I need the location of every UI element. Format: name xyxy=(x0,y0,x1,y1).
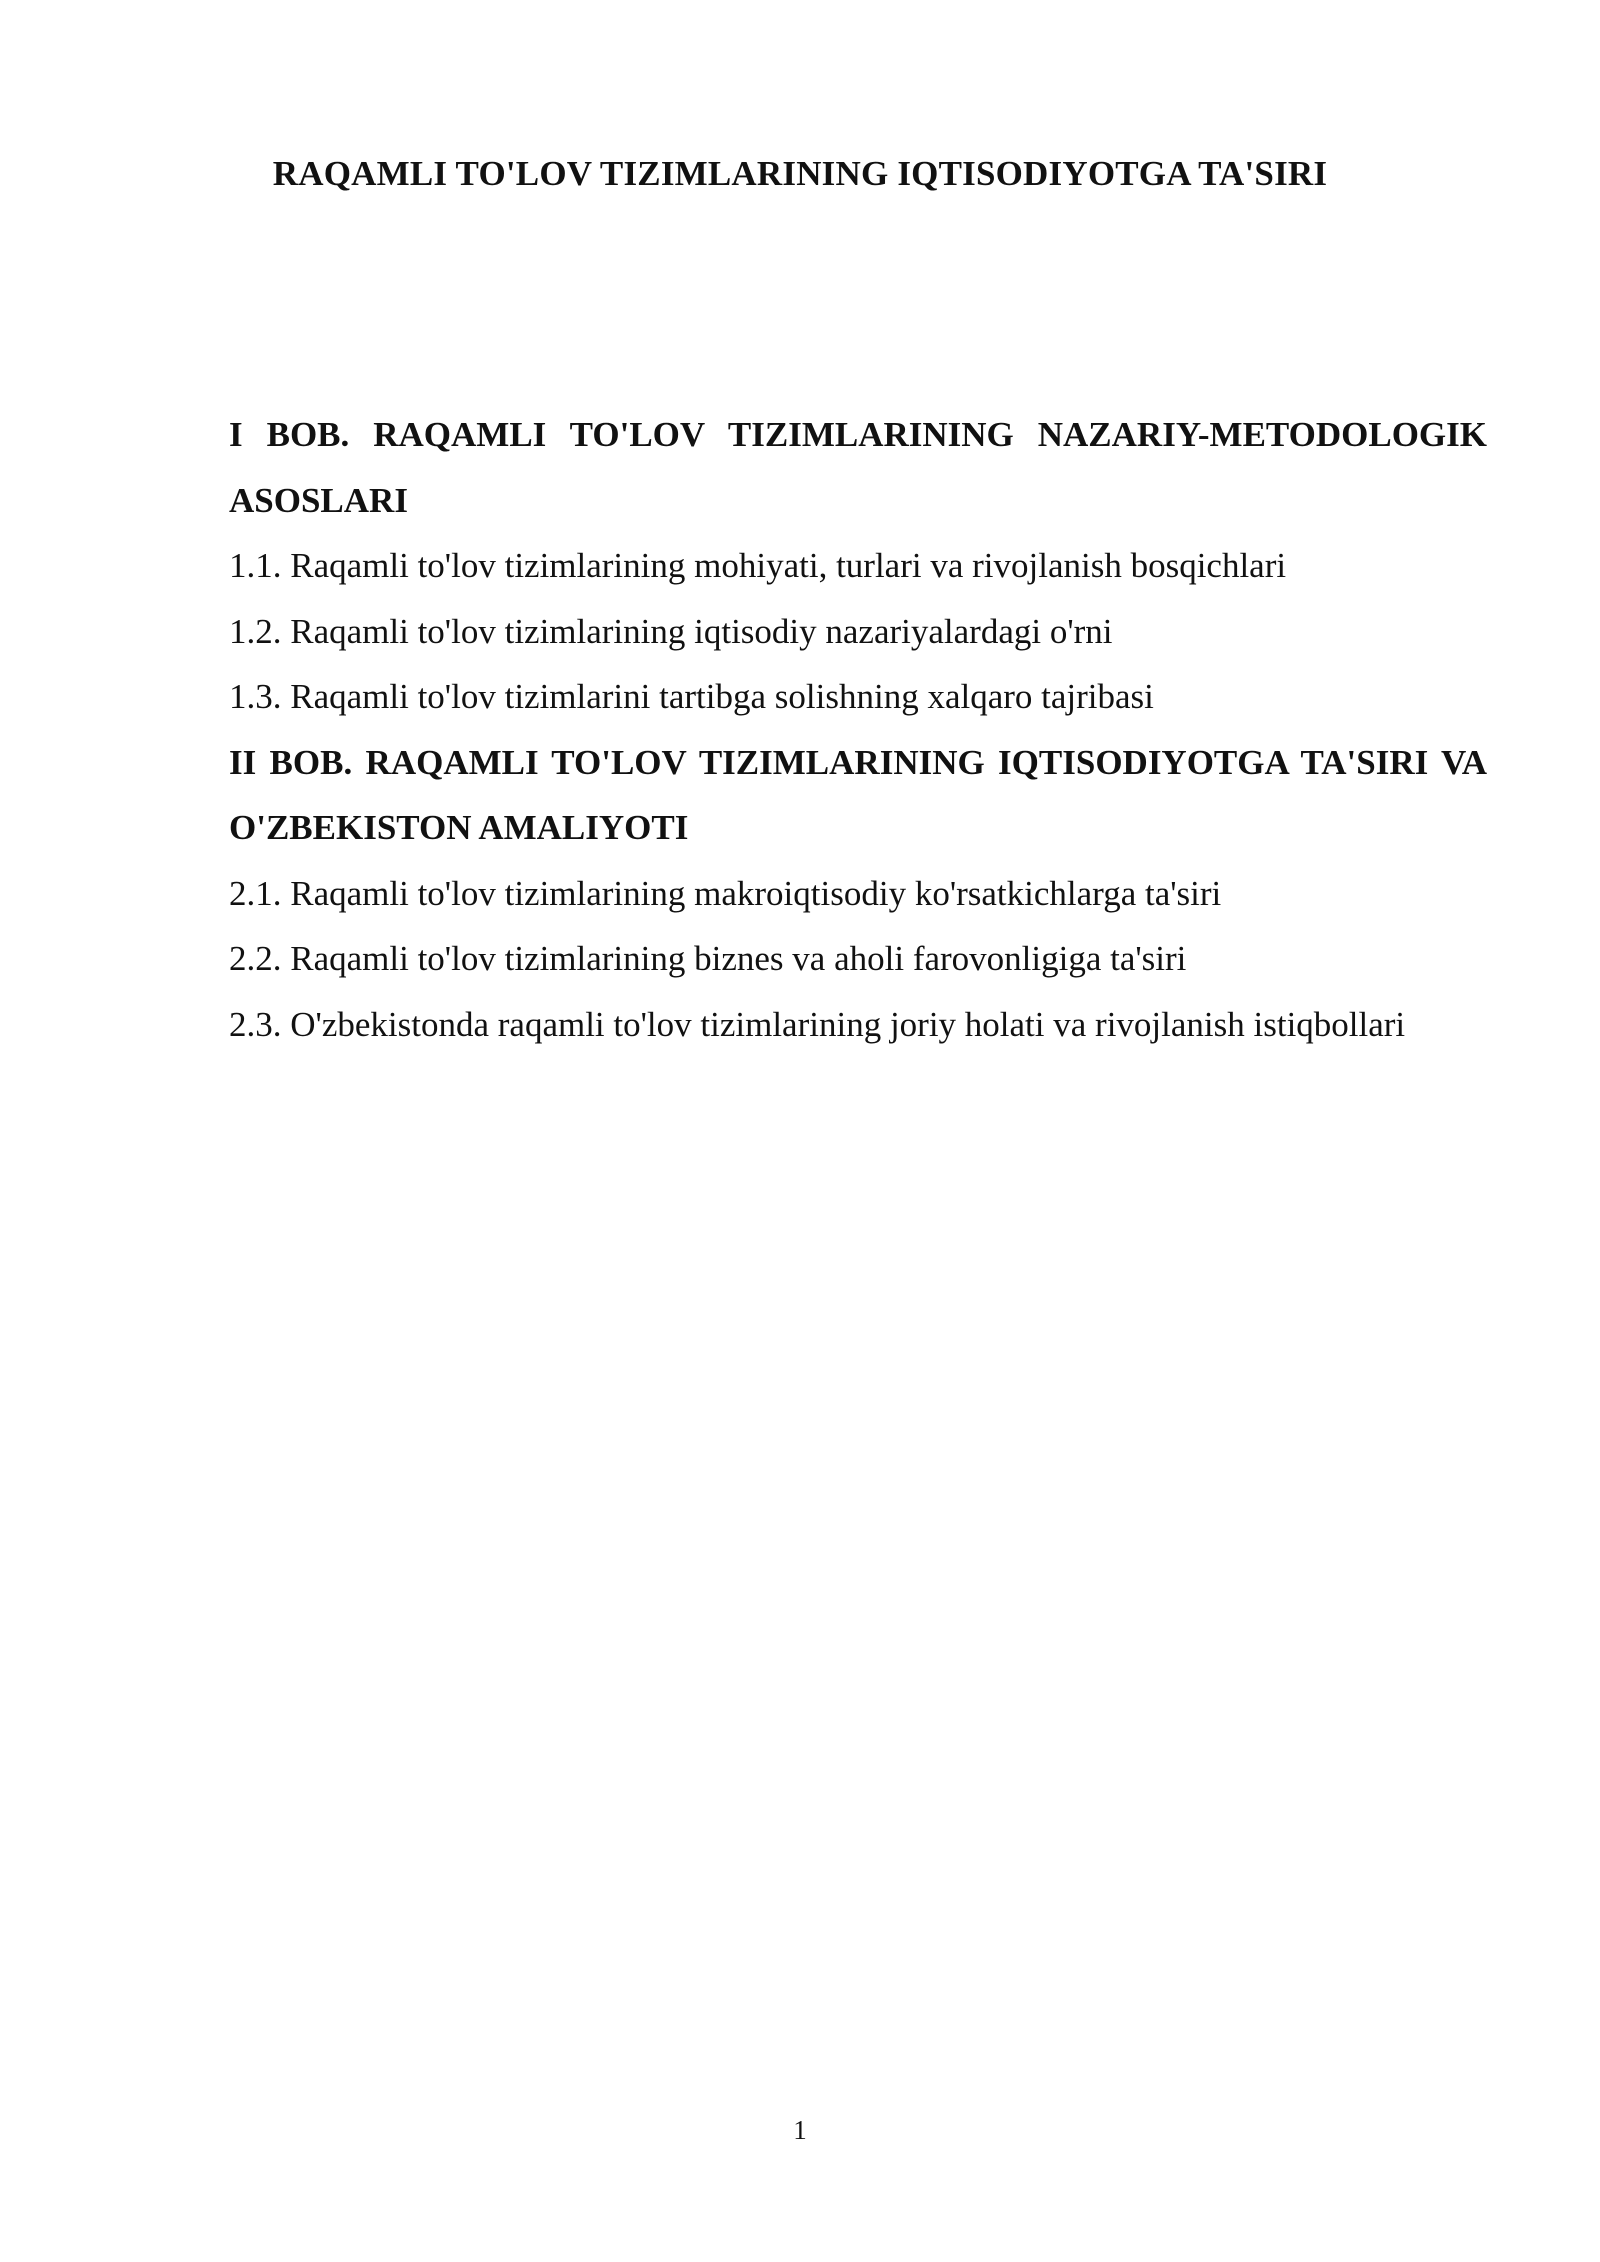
toc-section-2-3: 2.3. O'zbekistonda raqamli to'lov tizimlarining joriy holati va rivojlanish istiqbollari xyxy=(229,1004,1406,1044)
table-of-contents xyxy=(229,402,1487,1057)
toc-chapter-1: I BOB. RAQAMLI TO'LOV TIZIMLARINING NAZARIY-METODOLOGIK ASOSLARI xyxy=(229,415,1487,520)
document-title: RAQAMLI TO'LOV TIZIMLARINING IQTISODIYOTGA TA'SIRI xyxy=(272,154,1328,193)
page-number: 1 xyxy=(793,2115,807,2145)
toc-chapter-2: II BOB. RAQAMLI TO'LOV TIZIMLARINING IQTISODIYOTGA TA'SIRI VA O'ZBEKISTON AMALIYOTI xyxy=(229,742,1487,847)
toc-section-1-2: 1.2. Raqamli to'lov tizimlarining iqtisodiy nazariyalardagi o'rni xyxy=(229,611,1113,651)
toc-section-2-1: 2.1. Raqamli to'lov tizimlarining makroiqtisodiy ko'rsatkichlarga ta'siri xyxy=(229,873,1222,913)
toc-section-1-1: 1.1. Raqamli to'lov tizimlarining mohiyati, turlari va rivojlanish bosqichlari xyxy=(229,546,1287,585)
toc-section-1-3: 1.3. Raqamli to'lov tizimlarini tartibga solishning xalqaro tajribasi xyxy=(229,677,1154,716)
toc-section-2-2: 2.2. Raqamli to'lov tizimlarining biznes va aholi farovonligiga ta'siri xyxy=(229,939,1187,978)
